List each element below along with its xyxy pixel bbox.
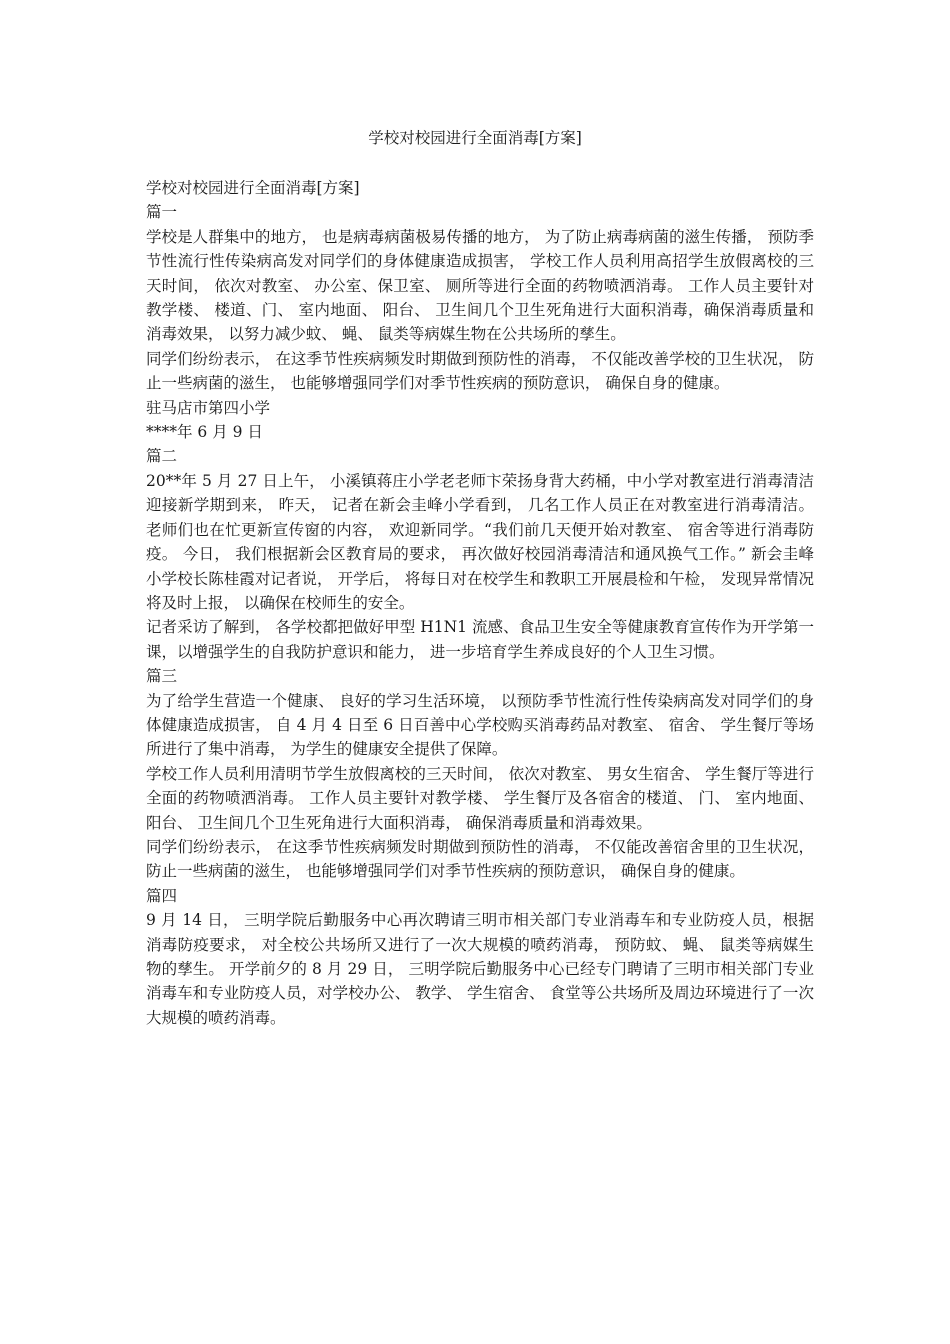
signature-school: 驻马店市第四小学 xyxy=(146,398,271,417)
paragraph: 20**年 5 月 27 日上午， 小溪镇蒋庄小学老老师卞荣扬身背大药桶，中小学对教室进行消毒清洁 迎接新学期到来， 昨天， 记者在新会圭峰小学看到， 几名工作人员正在对教室进行消毒清洁。 老师们也在忙更新宣传窗的内容， 欢迎新同学。“我们前几天便开始对教室、 宿舍等进行消毒防疫。 今日， 我们根据新会区教育局的要求， 再次做好校园消毒清洁和通风换气工作。” 新会圭峰小学校长陈桂霞对记者说， 开学后， 将每日对在校学生和教职工开展晨检和午检， 发现异常情况将及时上报， 以确保在校师生的安全。 xyxy=(146,471,814,612)
paragraph: 记者采访了解到， 各学校都把做好甲型 H1N1 流感、食品卫生安全等健康教育宣传作为开学第一课，以增强学生的自我防护意识和能力， 进一步培育学生养成良好的个人卫生习惯。 xyxy=(146,618,814,661)
paragraph: 9 月 14 日， 三明学院后勤服务中心再次聘请三明市相关部门专业消毒车和专业防疫人员，根据消毒防疫要求， 对全校公共场所又进行了一次大规模的喷药消毒， 预防蚊、 蝇、 鼠类等病媒生物的孳生。 开学前夕的 8 月 29 日， 三明学院后勤服务中心已经专门聘请了三明市相关部门专业消毒车和专业防疫人员，对学校办公、 教学、 学生宿舍、 食堂等公共场所及周边环境进行了一次大规模的喷药消毒。 xyxy=(146,911,814,1027)
paragraph: 同学们纷纷表示， 在这季节性疾病频发时期做到预防性的消毒， 不仅能改善学校的卫生状况， 防止一些病菌的滋生， 也能够增强同学们对季节性疾病的预防意识， 确保自身的健康。 xyxy=(146,349,814,393)
section-heading-4: 篇四 xyxy=(146,886,178,905)
paragraph: 同学们纷纷表示， 在这季节性疾病频发时期做到预防性的消毒， 不仅能改善宿舍里的卫生状况，防止一些病菌的滋生， 也能够增强同学们对季节性疾病的预防意识， 确保自身的健康。 xyxy=(146,837,814,881)
section-heading-1: 篇一 xyxy=(146,203,178,222)
section-heading-3: 篇三 xyxy=(146,667,178,686)
document-body xyxy=(146,176,814,1030)
page-title: 学校对校园进行全面消毒[方案] xyxy=(368,129,582,147)
paragraph: 学校是人群集中的地方， 也是病毒病菌极易传播的地方， 为了防止病毒病菌的滋生传播， 预防季节性流行性传染病高发对同学们的身体健康造成损害， 学校工作人员利用高招学生放假离校的三天时间， 依次对教室、 办公室、保卫室、 厕所等进行全面的药物喷洒消毒。 工作人员主要针对教学楼、 楼道、门、 室内地面、 阳台、 卫生间几个卫生死角进行大面积消毒，确保消毒质量和消毒效果， 以努力减少蚊、 蝇、 鼠类等病媒生物在公共场所的孳生。 xyxy=(146,227,814,344)
document-subtitle: 学校对校园进行全面消毒[方案] xyxy=(146,179,360,197)
signature-date: ****年 6 月 9 日 xyxy=(146,423,263,442)
paragraph: 学校工作人员利用清明节学生放假离校的三天时间， 依次对教室、 男女生宿舍、 学生餐厅等进行全面的药物喷洒消毒。 工作人员主要针对教学楼、 学生餐厅及各宿舍的楼道、 门、 室内地面、 阳台、 卫生间几个卫生死角进行大面积消毒， 确保消毒质量和消毒效果。 xyxy=(146,764,814,832)
paragraph: 为了给学生营造一个健康、 良好的学习生活环境， 以预防季节性流行性传染病高发对同学们的身体健康造成损害， 自 4 月 4 日至 6 日百善中心学校购买消毒药品对教室、 宿舍、 学生餐厅等场所进行了集中消毒， 为学生的健康安全提供了保障。 xyxy=(146,691,814,759)
section-heading-2: 篇二 xyxy=(146,447,178,466)
